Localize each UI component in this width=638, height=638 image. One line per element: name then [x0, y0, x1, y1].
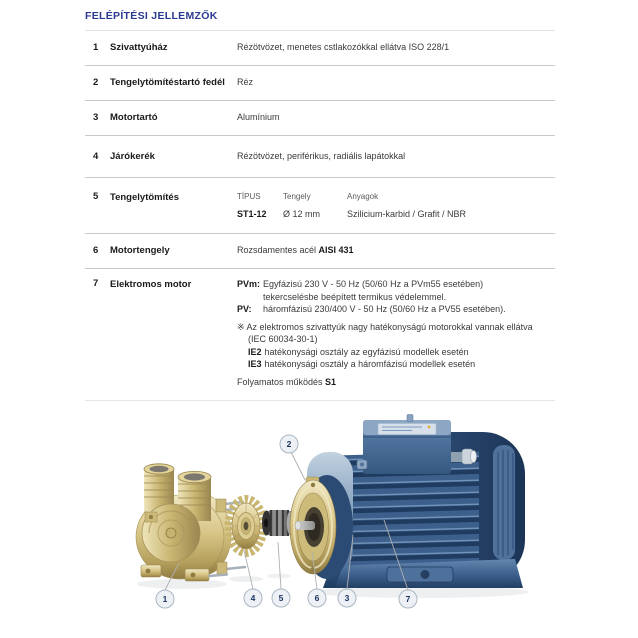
callout-5 — [272, 589, 290, 607]
seal-col-type: TÍPUS — [237, 192, 261, 201]
row-number: 5 — [93, 191, 99, 202]
shaft-material-grade: AISI 431 — [318, 245, 354, 256]
motor-continuous-text: Folyamatos működés — [237, 376, 326, 387]
callout-5-number: 5 — [278, 593, 284, 603]
row-description: Alumínium — [237, 112, 280, 123]
motor-pv-text: háromfázisú 230/400 V - 50 Hz (50/60 Hz a PV55 esetében). — [263, 304, 506, 314]
seal-sub-table — [237, 191, 555, 220]
row-label: Járókerék — [110, 151, 155, 162]
motor-note-line2: (IEC 60034-30-1) — [248, 334, 318, 344]
motor-ie3-text: hatékonysági osztály a háromfázisú modellek esetén — [264, 359, 476, 369]
motor-ie3-line — [237, 358, 555, 371]
motor-note — [237, 321, 555, 371]
table-row — [85, 234, 555, 269]
callout-1-number: 1 — [162, 594, 168, 604]
motor-pvm-label: PVm: — [237, 279, 261, 289]
table-row — [85, 269, 555, 401]
callout-3-number: 3 — [344, 593, 350, 603]
row-description: Réz — [237, 77, 254, 88]
motor-ie2-line — [237, 346, 555, 359]
row-label: Tengelytömítéstartó fedél — [110, 77, 225, 88]
row-description — [237, 278, 555, 388]
row-number: 2 — [93, 77, 99, 88]
motor-ie3-label: IE3 — [248, 359, 262, 369]
table-row — [85, 31, 555, 66]
callout-4 — [244, 589, 262, 607]
table-row — [85, 101, 555, 136]
cable-gland — [451, 452, 463, 462]
spec-table — [85, 30, 555, 401]
seal-materials-value: Szilicium-karbid / Grafit / NBR — [347, 208, 467, 219]
callout-3 — [338, 589, 356, 607]
table-row — [85, 66, 555, 101]
callout-7-number: 7 — [405, 594, 411, 604]
seal-table-header — [237, 191, 555, 204]
row-label: Motortartó — [110, 112, 158, 123]
table-row — [85, 136, 555, 178]
spec-section — [85, 10, 555, 401]
motor-pvm-line2: tekercselésbe beépített termikus védelemmel. — [263, 291, 447, 302]
callout-1 — [156, 590, 174, 608]
callout-6-number: 6 — [314, 593, 320, 603]
motor-pvm-text: Egyfázisú 230 V - 50 Hz (50/60 Hz a PVm55 esetében) — [263, 279, 484, 289]
motor-pv-line — [237, 303, 555, 316]
callout-2-number: 2 — [286, 439, 292, 449]
motor-ie2-text: hatékonysági osztály az egyfázisú modellek esetén — [264, 346, 469, 357]
motor-continuous-line — [237, 376, 555, 389]
seal-shaft-value: Ø 12 mm — [283, 208, 321, 219]
row-number: 4 — [93, 151, 99, 162]
seal-table-values — [237, 208, 555, 221]
motor-note-line1: ※ Az elektromos szivattyúk nagy hatékonyságú motorokkal vannak ellátva — [237, 321, 533, 332]
seal-col-materials: Anyagok — [347, 192, 379, 201]
impeller-part — [229, 499, 264, 553]
motor-pvm-line — [237, 278, 555, 291]
row-number: 1 — [93, 42, 99, 53]
callout-2 — [280, 435, 298, 453]
row-description: Rézötvözet, periférikus, radiális lapátokkal — [237, 151, 406, 162]
page-title: FELÉPÍTÉSI JELLEMZŐK — [85, 10, 218, 22]
pump-exploded-diagram — [85, 400, 555, 638]
row-description — [237, 191, 555, 220]
row-description — [237, 244, 555, 257]
row-description: Rézötvözet, menetes cstlakozókkal ellátva ISO 228/1 — [237, 42, 450, 53]
seal-col-shaft: Tengely — [283, 192, 311, 201]
seal-type-value: ST1-12 — [237, 208, 267, 219]
motor-continuous-class: S1 — [325, 376, 337, 387]
row-label: Motortengely — [110, 245, 170, 256]
row-number: 3 — [93, 112, 99, 123]
motor-ie2-label: IE2 — [248, 346, 262, 357]
row-label: Tengelytömítés — [110, 192, 179, 203]
table-row — [85, 178, 555, 234]
callout-6 — [308, 589, 326, 607]
motor-part — [290, 415, 525, 589]
callout-4-number: 4 — [250, 593, 256, 603]
row-number: 7 — [93, 278, 99, 289]
motor-pv-label: PV: — [237, 304, 252, 314]
callout-7 — [399, 590, 417, 608]
row-number: 6 — [93, 245, 99, 256]
shaft-material-text: Rozsdamentes acél — [237, 245, 319, 256]
row-label: Elektromos motor — [110, 279, 192, 290]
row-label: Szivattyúház — [110, 42, 168, 53]
